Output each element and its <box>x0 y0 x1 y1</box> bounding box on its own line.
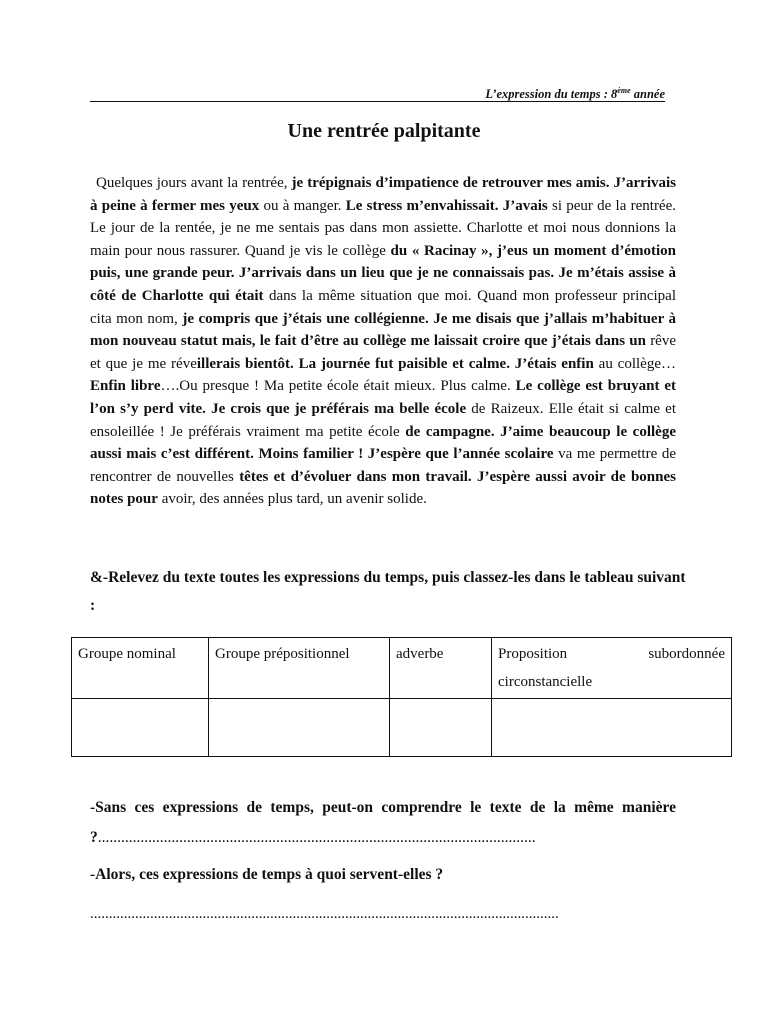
passage-segment: si peur de la rentrée. Le jour de la rentée, je ne me sentais pas dans mon assiette. Charlotte et moi nous donnions la main pour nous rassurer. Quand je vis le collège <box>90 197 677 259</box>
passage-segment: Quelques jours avant la rentrée, <box>96 175 292 191</box>
answer-cell-proposition[interactable] <box>492 699 732 757</box>
header-line-1 <box>498 640 725 668</box>
page-header <box>90 86 665 102</box>
header-word-subordonnee: subordonnée <box>648 646 725 662</box>
passage-segment: ou à manger. <box>259 197 346 214</box>
header-word-proposition: Proposition <box>498 646 568 662</box>
question-1 <box>90 793 676 853</box>
passage-segment: de campagne. J’aime beaucoup le collège aussi mais c’est différent. Moins familier ! J’espère que l’année scolaire <box>90 423 676 463</box>
passage-segment: Le collège est bruyant et l’on s’y perd vite. Je crois que je préférais ma belle école <box>90 378 677 417</box>
passage-segment: va me permettre de rencontrer de nouvelles <box>90 446 676 485</box>
header-superscript: ème <box>617 86 631 95</box>
answer-cell-adverbe[interactable] <box>390 699 492 757</box>
passage-segment: du « Racinay », j’eus un moment d’émotion puis, une grande peur. J’arrivais dans un lieu que je ne connaissais pas. Je m’étais assise à côté de Charlotte qui était <box>90 242 676 304</box>
header-text-after: année <box>630 87 665 102</box>
header-word-circonstancielle: circonstancielle <box>498 674 593 690</box>
passage-segment: illerais bientôt. La journée fut paisible et calme. J’étais enfin <box>196 355 594 372</box>
table-answer-row <box>72 699 732 757</box>
passage-segment: au collège… <box>593 355 676 372</box>
passage-segment: têtes et d’évoluer dans mon travail. J’espère aussi avoir de bonnes notes pour <box>90 468 676 508</box>
passage-segment: ….Ou presque ! <box>160 378 264 395</box>
exercise-instruction: &-Relevez du texte toutes les expressions du temps, puis classez-les dans le tableau suivant : <box>90 569 686 614</box>
document-title: Une rentrée palpitante <box>287 120 481 142</box>
passage-segment: de Raizeux. Elle était si calme et ensoleillée ! Je préférais vraiment ma petite école <box>90 400 676 440</box>
header-text: L’expression du temps : 8 <box>485 87 618 102</box>
question-2-answer-line[interactable]: ............................................................................................................................. <box>90 906 559 922</box>
question-1-answer-line[interactable]: ................................................................................................................. <box>97 829 536 846</box>
passage-segment: je trépignais d’impatience de retrouver mes amis. J’arrivais à peine à fermer mes yeux <box>90 175 676 214</box>
header-groupe-nominal: Groupe nominal <box>72 638 209 699</box>
question-1-text: -Sans ces expressions de temps, peut-on comprendre le texte de la même manière ? <box>90 799 676 846</box>
passage-segment: dans la même situation que moi. Quand mon professeur principal cita mon nom, <box>90 287 676 327</box>
classification-table <box>71 637 732 757</box>
header-groupe-prepositionnel: Groupe prépositionnel <box>209 638 390 699</box>
reading-passage <box>90 172 676 511</box>
header-divider <box>90 101 665 102</box>
answer-cell-groupe-prepositionnel[interactable] <box>209 699 390 757</box>
header-proposition-subordonnee <box>492 638 732 699</box>
passage-segment: Ma petite école était mieux. Plus calme. <box>263 378 516 395</box>
passage-segment: je compris que j’étais une collégienne. Je me disais que j’allais m’habituer à mon nouveau statut mais, le fait d’être au collège me laissait croire que j’étais dans un <box>90 310 676 350</box>
passage-segment: avoir, des années plus tard, un avenir solide. <box>157 491 427 508</box>
table-header-row <box>72 638 732 699</box>
answer-cell-groupe-nominal[interactable] <box>72 699 209 757</box>
passage-segment: rêve et que je me réve <box>90 333 677 372</box>
question-2: -Alors, ces expressions de temps à quoi servent-elles ? <box>90 866 444 883</box>
header-adverbe: adverbe <box>390 638 492 699</box>
passage-segment: Le stress m’envahissait. J’avais <box>345 197 548 214</box>
passage-segment: Enfin libre <box>90 378 161 395</box>
